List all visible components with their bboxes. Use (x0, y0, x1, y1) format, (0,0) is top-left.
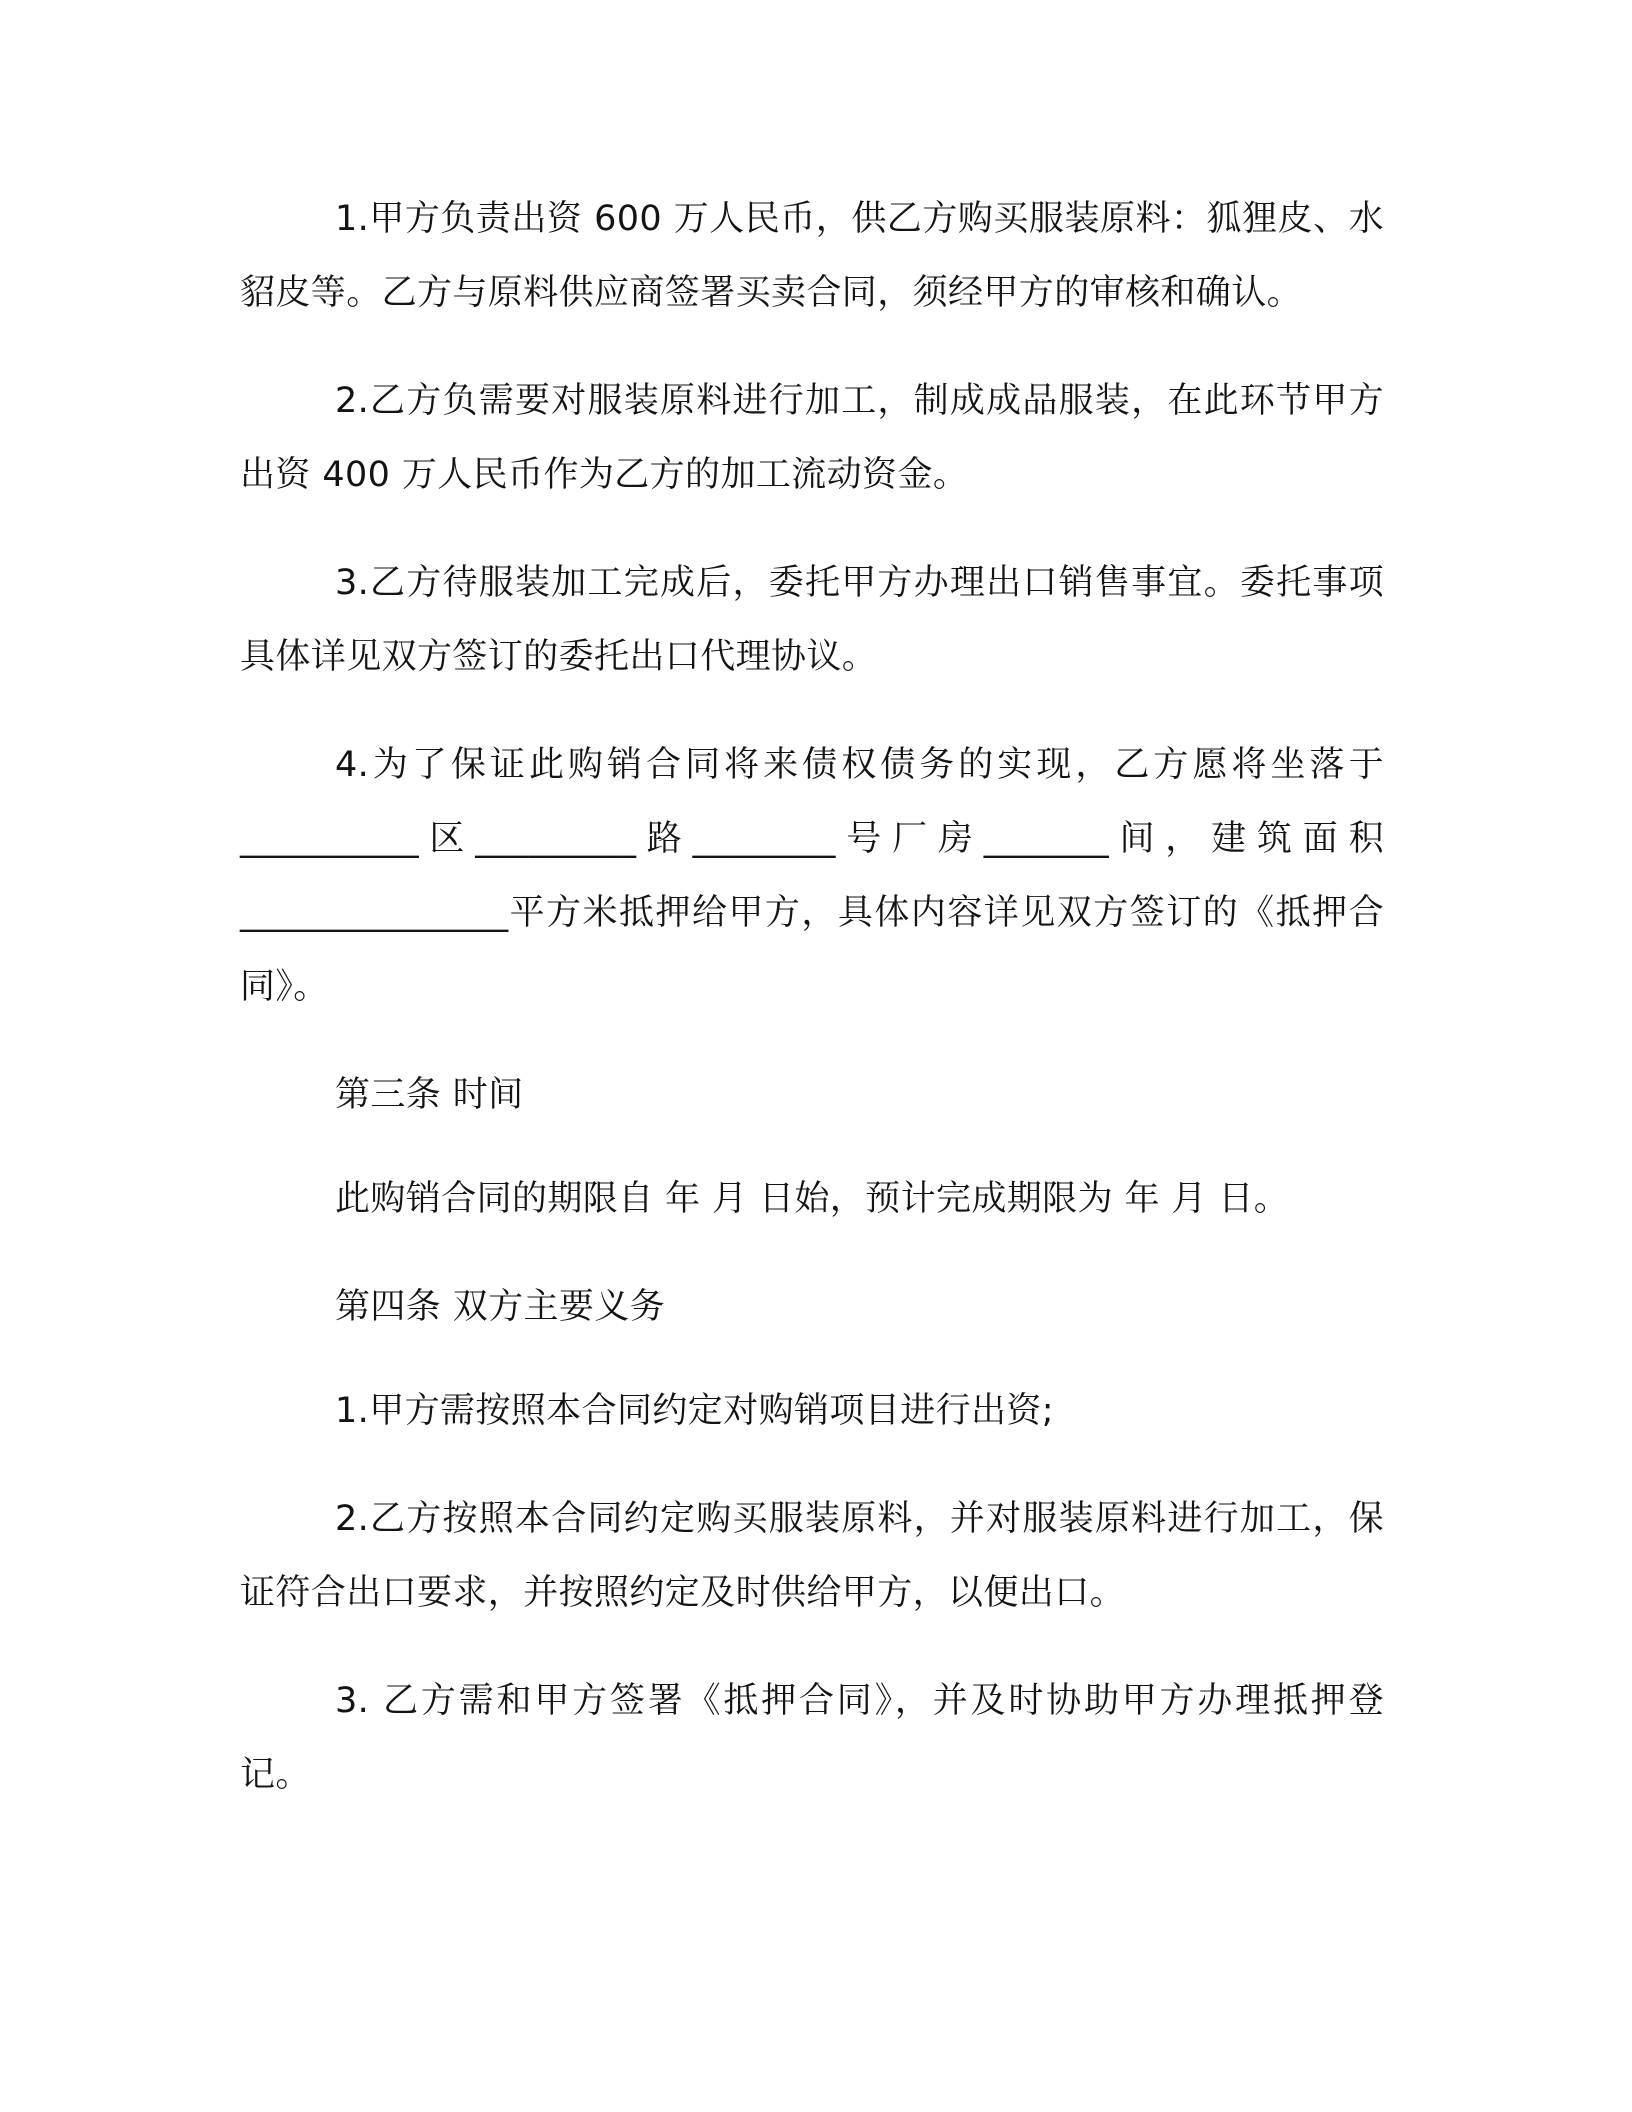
clause-4-heading: 第四条 双方主要义务 (335, 1287, 666, 1327)
document-body (240, 182, 1384, 1846)
clause-4-item-2: 2.乙方按照本合同约定购买服装原料，并对服装原料进行加工，保证符合出口要求，并按照约定及时供给甲方，以便出口。 (240, 1499, 1384, 1613)
clause-2-item-3: 3.乙方待服装加工完成后，委托甲方办理出口销售事宜。委托事项具体详见双方签订的委托出口代理协议。 (240, 563, 1384, 677)
clause-3-term: 此购销合同的期限自 年 月 日始，预计完成期限为 年 月 日。 (335, 1179, 1290, 1219)
clause-4-item-3: 3. 乙方需和甲方签署《抵押合同》，并及时协助甲方办理抵押登记。 (240, 1681, 1384, 1795)
clause-2-item-4: 4.为了保证此购销合同将来债权债务的实现，乙方愿将坐落于__________区_________路________号厂房_______间，建筑面积_______________平方米抵押给甲方，具体内容详见双方签订的《抵押合同》。 (240, 745, 1384, 1007)
clause-2-item-1: 1.甲方负责出资 600 万人民币，供乙方购买服装原料：狐狸皮、水貂皮等。乙方与原料供应商签署买卖合同，须经甲方的审核和确认。 (240, 199, 1384, 313)
clause-4-item-1: 1.甲方需按照本合同约定对购销项目进行出资; (335, 1391, 1054, 1431)
clause-2-item-2: 2.乙方负需要对服装原料进行加工，制成成品服装，在此环节甲方出资 400 万人民币作为乙方的加工流动资金。 (240, 381, 1384, 495)
clause-3-heading: 第三条 时间 (335, 1075, 524, 1115)
